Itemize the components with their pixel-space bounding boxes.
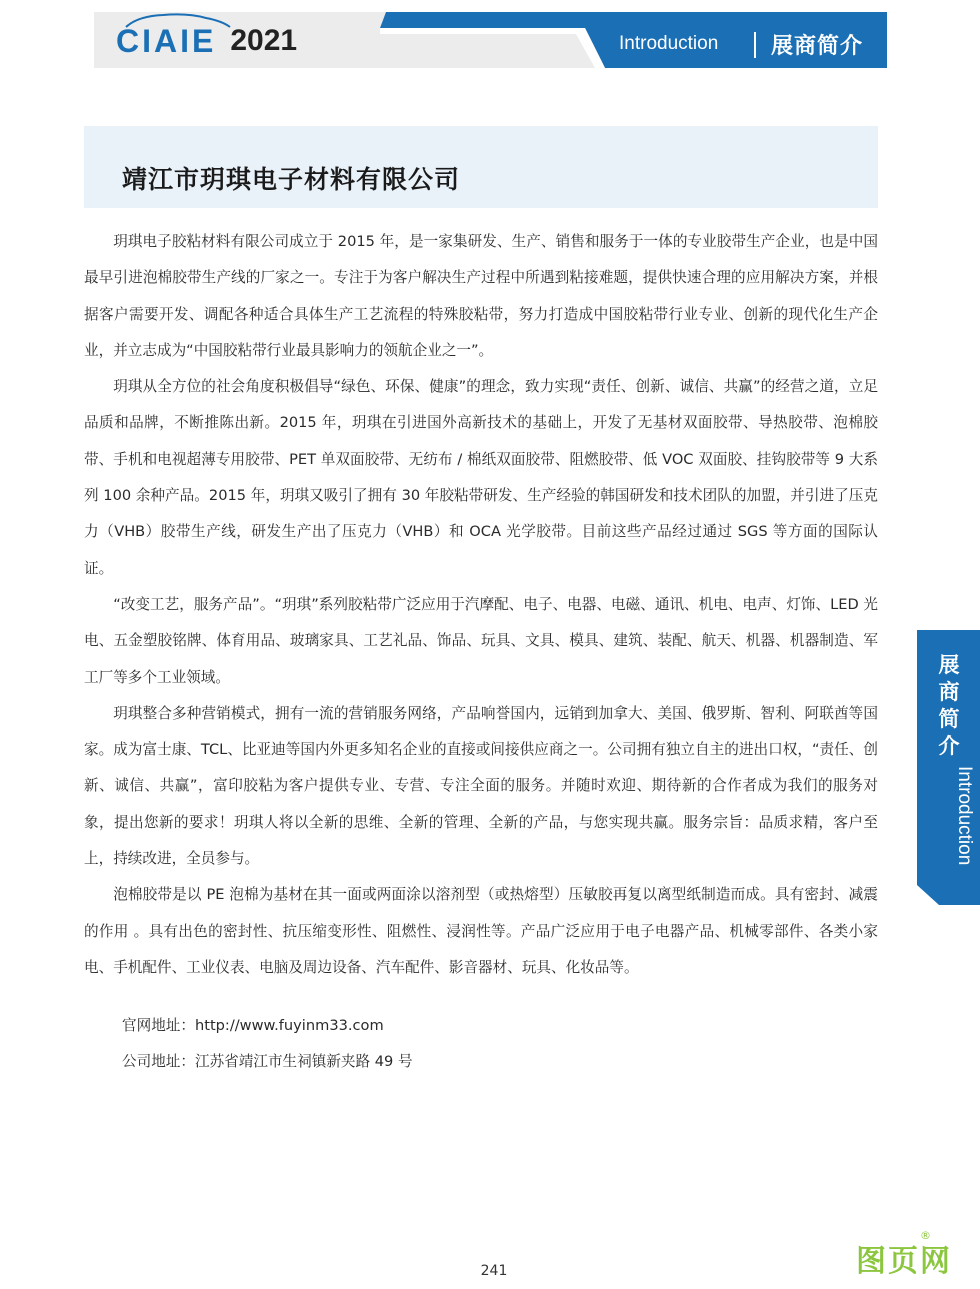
- side-section-tab: [917, 630, 980, 905]
- paragraph: 泡棉胶带是以 PE 泡棉为基材在其一面或两面涂以溶剂型（或热熔型）压敏胶再复以离型纸制造而成。具有密封、减震的作用 。具有出色的密封性、抗压缩变形性、阻燃性、浸润性等。产品广泛应用于电子电器产品、机械零部件、各类小家电、手机配件、工业仪表、电脑及周边设备、汽车配件、影音器材、玩具、化妆品等。: [84, 886, 878, 976]
- title-band: [84, 126, 878, 208]
- page-number: 241: [480, 1263, 508, 1279]
- paragraph: 玥琪整合多种营销模式，拥有一流的营销服务网络，产品响誉国内，远销到加拿大、美国、俄罗斯、智利、阿联酋等国家。成为富士康、TCL、比亚迪等国内外更多知名企业的直接或间接供应商之一。公司拥有独立自主的进出口权，“责任、创新、诚信、共赢”，富印胶粘为客户提供专业、专营、专注全面的服务。并随时欢迎、期待新的合作者成为我们的服务对象，提出您新的要求！玥琪人将以全新的思维、全新的管理、全新的产品，与您实现共赢。服务宗旨：品质求精，客户至上，持续改进，全员参与。: [84, 704, 878, 868]
- paragraph: 玥琪从全方位的社会角度积极倡导“绿色、环保、健康”的理念，致力实现“责任、创新、诚信、共赢”的经营之道，立足品质和品牌，不断推陈出新。2015 年，玥琪在引进国外高新技术的基础上，开发了无基材双面胶带、导热胶带、泡棉胶带、手机和电视超薄专用胶带、PET 单双面胶带、无纺布 / 棉纸双面胶带、阻燃胶带、低 VOC 双面胶、挂钩胶带等 9 大系列 100 余种产品。2015 年，玥琪又吸引了拥有 30 年胶粘带研发、生产经验的韩国研发和技术团队的加盟，并引进了压克力（VHB）胶带生产线，研发生产出了压克力（VHB）和 OCA 光学胶带。目前这些产品经过通过 SGS 等方面的国际认证。: [84, 378, 878, 577]
- logo-year: 2021: [230, 24, 298, 57]
- company-title: 靖江市玥琪电子材料有限公司: [122, 165, 461, 194]
- side-tab-en: Introduction: [954, 766, 975, 866]
- page-header: [94, 12, 887, 68]
- logo-wordmark: CIAIE: [116, 22, 217, 59]
- website-line: 官网地址：http://www.fuyinm33.com: [122, 1017, 384, 1034]
- contact-info: [122, 1008, 413, 1080]
- ciaie-logo: [116, 22, 297, 60]
- header-divider: [754, 32, 756, 58]
- paragraph: 玥琪电子胶粘材料有限公司成立于 2015 年，是一家集研发、生产、销售和服务于一体的专业胶带生产企业，也是中国最早引进泡棉胶带生产线的厂家之一。专注于为客户解决生产过程中所遇到粘接难题，提供快速合理的应用解决方案，并根据客户需要开发、调配各种适合具体生产工艺流程的特殊胶粘带，努力打造成中国胶粘带行业专业、创新的现代化生产企业，并立志成为“中国胶粘带行业最具影响力的领航企业之一”。: [84, 233, 878, 359]
- watermark-logo: 图页网: [856, 1244, 952, 1279]
- article-body: [84, 224, 878, 986]
- registered-mark: ®: [920, 1229, 931, 1242]
- header-section-cn: 展商简介: [771, 34, 864, 59]
- header-section-en: Introduction: [619, 33, 719, 54]
- address-line: 公司地址：江苏省靖江市生祠镇新夹路 49 号: [122, 1053, 413, 1070]
- paragraph: “改变工艺，服务产品”。“玥琪”系列胶粘带广泛应用于汽摩配、电子、电器、电磁、通讯、机电、电声、灯饰、LED 光电、五金塑胶铭牌、体育用品、玻璃家具、工艺礼品、饰品、玩具、文具、模具、建筑、装配、航天、机器、机器制造、军工厂等多个工业领域。: [84, 595, 878, 686]
- side-tab-cn: 展商简介: [938, 653, 960, 758]
